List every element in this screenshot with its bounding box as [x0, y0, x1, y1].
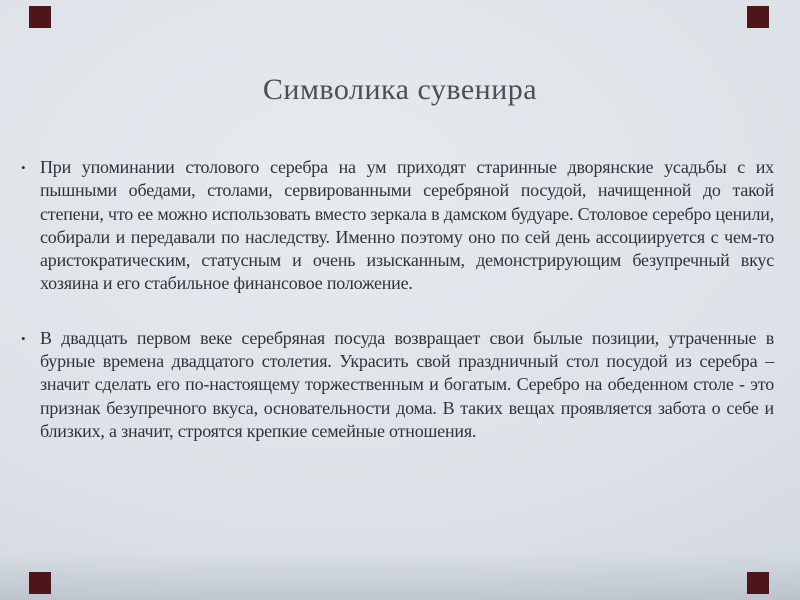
slide-title: Символика сувенира [262, 73, 538, 106]
slide-body [21, 156, 774, 474]
bullet-item [21, 156, 774, 296]
bullet-text: При упоминании столового серебра на ум приходят старинные дворянские усадьбы с их пышными обедами, столами, сервированными серебряной посудой, начищенной до такой степени, что ее можно использовать вместо зеркала в дамском будуаре. Столовое серебро ценили, собирали и передавали по наследству. Именно поэтому оно по сей день ассоциируется с чем-то аристократическим, статусным и очень изысканным, демонстрирующим безупречный вкус хозяина и его стабильное финансовое положение. [40, 157, 774, 294]
bullet-marker: • [21, 330, 26, 346]
corner-marker-bottom-right [747, 572, 769, 594]
bullet-text: В двадцать первом веке серебряная посуда возвращает свои былые позиции, утраченные в бурные времена двадцатого столетия. Украсить свой праздничный стол посудой из серебра – значит сделать его по-настоящему торжественным и богатым. Серебро на обеденном столе - это признак безупречного вкуса, основательности дома. В таких вещах проявляется забота о себе и близких, а значит, строятся крепкие семейные отношения. [40, 327, 774, 441]
bullet-marker: • [21, 160, 26, 175]
bullet-item [21, 327, 774, 443]
corner-marker-top-left [29, 6, 51, 28]
corner-marker-top-right [747, 6, 769, 28]
corner-marker-bottom-left [29, 572, 51, 594]
